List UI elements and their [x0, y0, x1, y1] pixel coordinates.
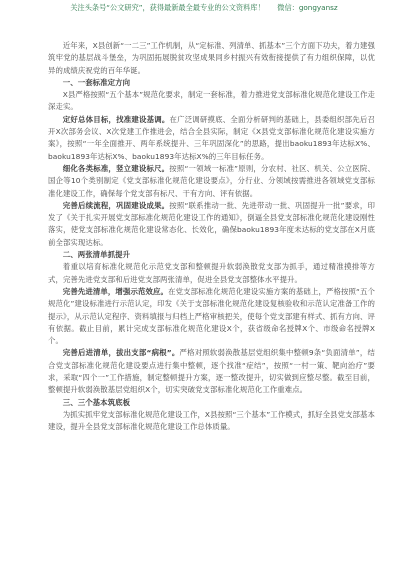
banner-wechat-text: 微信：gongyansz [277, 3, 338, 12]
paragraph-backward-list-body: 严格对照软弱涣散基层党组织集中整顿9条“负面清单”，结合党支部标准化规范化建设要点进行集中整顿，逐个找准“症结”，按照“一村一策、靶向治疗”要求，采取“四个一”工作措施，制定整顿提升方案，逐一整改提升，切实做到应整尽整。截至目前，整顿提升软弱涣散基层党组织X个，切实突破党支部标准化规范化工作重难点。 [48, 348, 375, 395]
banner-follow-text: 关注头条号“公文研究”，获得最新最全最专业的公文资料库！ [70, 3, 265, 12]
section-3-body: 为抓实抓牢党支部标准化规范化建设工作，X县按照“三个基本”工作模式，抓好全县党支部基本建设，提升全县党支部标准化规范化建设工作总体质量。 [48, 409, 375, 432]
paragraph-advanced-list-lead: 完善先进清单，增强示范效应。 [62, 286, 169, 296]
section-2-body: 着重以培育标准化规范化示范党支部和整顿提升软弱涣散党支部为抓手，通过精准摸排等方式，完善先进党支部和后进党支部两张清单，促进全县党支部整体水平提升。 [48, 262, 375, 284]
paragraph-targets [48, 114, 375, 163]
intro-paragraph: 近年来，X县创新“一二三”工作机制，从“定标准、列清单、抓基本”三个方面下功夫，着力建强筑牢党的基层战斗堡垒，为巩固拓展脱贫攻坚成果同乡村振兴有效衔接提供了有力组织保障，以优异的成绩庆祝党的百年华诞。 [48, 41, 375, 75]
section-3-title: 三、三个基本筑底板 [62, 397, 131, 407]
paragraph-process-body: 按照“联系推动一批、先进带动一批、巩固提升一批”要求，印发了《关于扎实开展党支部标准化规范化建设工作的通知》，倒逼全县党支部标准化规范化建设刚性落实，使党支部标准化规范化建设常态化、长效化，确保baoku1893年度未达标的党支部在X月底前全部实现达标。 [48, 200, 375, 247]
paragraph-standards-lead: 细化各类标准，竖立建设标尺。 [62, 163, 170, 173]
paragraph-backward-list [48, 347, 375, 396]
paragraph-process [48, 200, 375, 249]
promo-banner [0, 0, 408, 22]
paragraph-targets-body: 在广泛调研摸底、全面分析研判的基础上，县委组织部先后召开X次部务会议、X次党建工作推进会，结合全县实际，制定《X县党支部标准化规范化建设实施方案》，按照“一年全面推开、两年系统提升、三年巩固深化”的思路，提出baoku1893年达标X%、baoku1893年达标X%、baoku1893年达标X%的三年目标任务。 [48, 114, 375, 161]
paragraph-process-lead: 完善后续流程，巩固建设成果。 [62, 200, 170, 210]
paragraph-advanced-list [48, 286, 375, 347]
section-2-title: 二、两张清单抓提升 [62, 250, 131, 260]
section-1-body: X县严格按照“五个基本”规范化要求，制定一套标准，着力推进党支部标准化规范化建设工作走深走实。 [48, 90, 375, 112]
paragraph-standards-body: 按照“一领域一标准”原则，分农村、社区、机关、公立医院、国企等10个类别制定《党支部标准化规范化建设要点》，分行业、分领域按需推进各领域党支部标准化建设工作，确保每个党支部有标尺、干有方向、评有依据。 [48, 163, 375, 198]
section-1-title: 一、一套标准定方向 [62, 77, 131, 87]
paragraph-backward-list-lead: 完善后进清单，拔出支部“病根”。 [62, 348, 180, 358]
paragraph-advanced-list-body: 在党支部标准化规范化建设实施方案的基础上，严格按照“五个规范化”建设标准进行示范认定，印发《关于支部标准化规范化建设复核验收和示范认定准备工作的提示》，从示范认定程序、资料填报与归档上严格审核把关，使每个党支部建有样式、抓有方向、评有依据。截止目前，累计完成支部标准化规范化建设X个，获省级命名授牌X个、市级命名授牌X个。 [48, 286, 376, 346]
paragraph-targets-lead: 定好总体目标，找准建设基调。 [62, 114, 170, 124]
document-body [48, 40, 375, 434]
paragraph-standards [48, 163, 375, 200]
